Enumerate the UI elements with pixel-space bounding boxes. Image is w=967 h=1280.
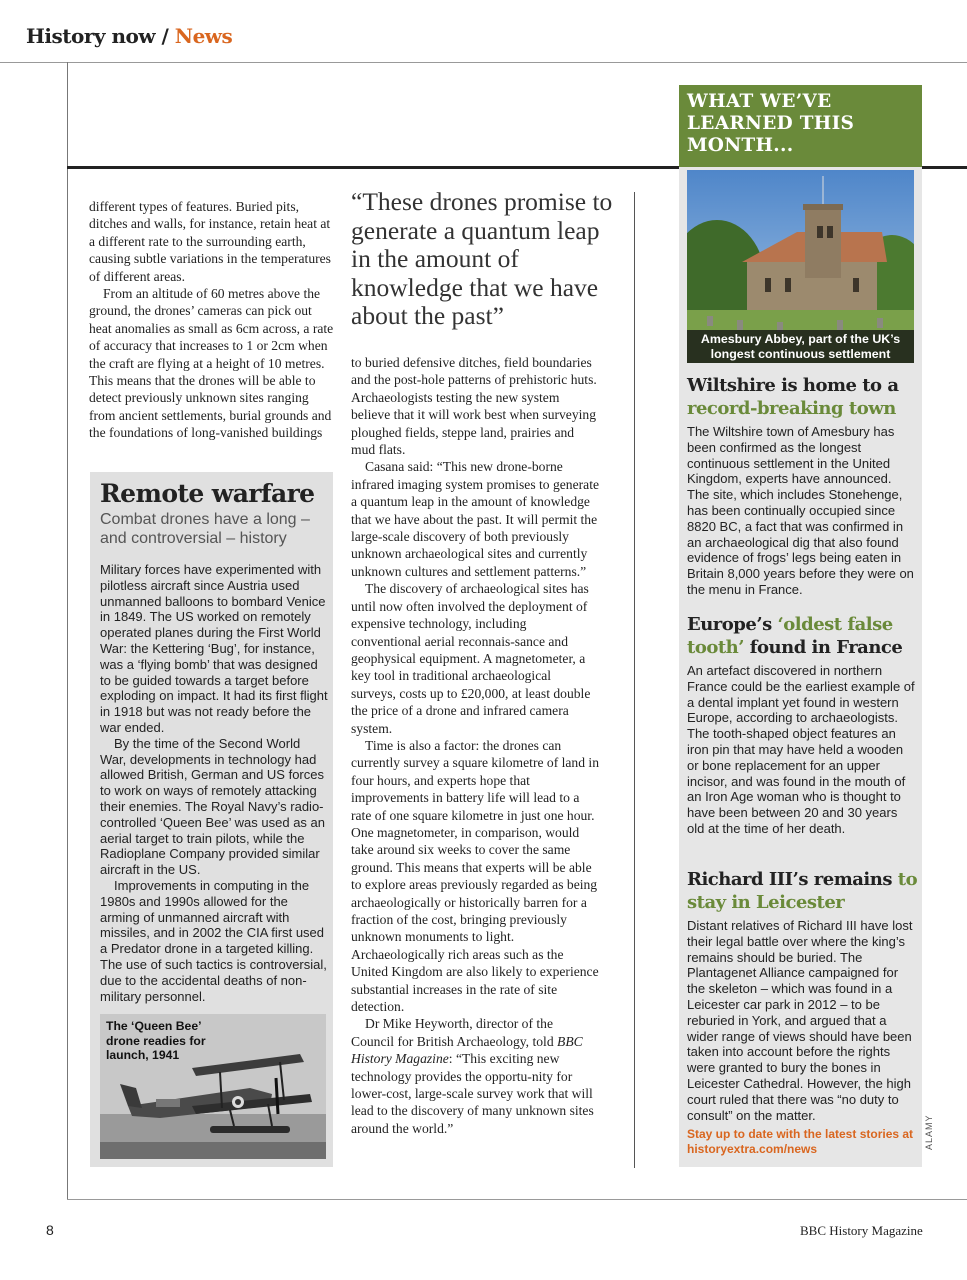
box-paragraph: By the time of the Second World War, developments in technology had allowed British, German and US forces to work on ways of remotely attacking their enemies. The Royal Navy’s radio-controlled ‘Queen Bee’ was used as an aerial target to train pilots, while the Radioplane Company provided similar aircraft in the US. — [100, 735, 325, 878]
story-3-headline — [687, 868, 919, 914]
story-3-body: Distant relatives of Richard III have lost their legal battle over where the king’s remains should be buried. The Plantagenet Alliance campaigned for the skeleton – which was found in a Leicester car park in 2012 – to be reburied in York, and argued that a wider range of views should have been taken into account before the rights were granted to bury the bones in Leicester Cathedral. However, the high court ruled that there was “no duty to consult” on the matter. — [687, 918, 913, 1123]
box-title: Remote warfare — [100, 479, 315, 508]
website-cta-link[interactable]: Stay up to date with the latest stories at historyextra.com/news — [687, 1127, 914, 1156]
story-2-body: An artefact discovered in northern France could be the earliest example of a dental implant yet found in western Europe, according to archaeologists. The tooth-shaped object features an iron pin that may have held a wooden or bone replacement for an upper incisor, and was found in the mouth of an Iron Age woman who is thought to have been between 20 and 30 years old at the time of her death. — [687, 663, 915, 836]
box-body — [100, 562, 328, 1004]
story-3-headline-a: Richard III’s remains — [687, 869, 898, 890]
box-subtitle: Combat drones have a long – and controversial – history — [100, 511, 310, 547]
box-paragraph: Improvements in computing in the 1980s and 1990s allowed for the arming of unmanned aircraft with missiles, and in 2002 the CIA first used a Predator drone in a targeted killing. The use of such tactics is controversial, due to the accidental deaths of non-military personnel. — [100, 877, 327, 1004]
col1-paragraph: different types of features. Buried pits, ditches and walls, for instance, retain heat at a different rate to the surrounding earth, causing subtle variations in the temperatures of different areas. — [89, 199, 331, 284]
col2-paragraph: Casana said: “This new drone-borne infrared imaging system promises to generate a quantum leap in the amount of knowledge that we have about the past. It will permit the large-scale discovery of both previously unknown archaeological sites and currently unknown cultures and settlement patterns.” — [351, 459, 600, 579]
pull-quote: “These drones promise to generate a quantum leap in the amount of knowledge that we have about the past” — [351, 187, 613, 331]
box-paragraph: Military forces have experimented with pilotless aircraft since Austria used unmanned balloons to bombard Venice in 1849. The US worked on remotely operated planes during the First World War: the Kettering ‘Bug’, for instance, was a ‘flying bomb’ that was designed to be guided towards a target before exploding on impact. It had its first flight in 1918 but was not ready before the war ended. — [100, 562, 328, 735]
abbey-caption: Amesbury Abbey, part of the UK’s longest continuous settlement — [687, 330, 914, 363]
story-2-headline — [687, 613, 919, 659]
col2-paragraph: to buried defensive ditches, field boundaries and the post-hole patterns of prehistoric huts. Archaeologists testing the new system believe that it will work best when surveying ploughed fields, steppe land, prairies and mud flats. — [351, 355, 597, 458]
col2-paragraph: The discovery of archaeological sites has until now often involved the deployment of expensive technology, including conventional aerial reconnais-sance and geophysical equipment. A magnetometer, a key tool in traditional archaeological surveys, costs up to £20,000, at least double the price of a drone and infrared camera system. — [351, 581, 591, 736]
article-column-2 — [351, 354, 599, 1137]
bottom-rule — [67, 1199, 967, 1200]
story-3-headline-b: to stay in Leicester — [687, 869, 918, 913]
story-2-headline-b: ‘oldest false tooth’ — [687, 614, 893, 658]
sidebar-heading: WHAT WE’VE LEARNED THIS MONTH... — [687, 91, 855, 156]
article-column-1 — [89, 198, 337, 442]
story-2-headline-a: Europe’s — [687, 614, 778, 635]
col2-paragraph — [351, 1015, 599, 1137]
section-label: History now — [26, 24, 156, 48]
left-rule — [67, 62, 68, 1200]
col2-paragraph: Time is also a factor: the drones can currently survey a square kilometre of land in four hours, and experts hope that improvements in battery life will lead to a rate of one square kilometre in just one hour. One magnetometer, in comparison, would take around six weeks to cover the same ground. This means that experts will be able to explore areas previously regarded as being archaeologically or historically barren for a fraction of the cost, bringing previously unknown monuments to light. Archaeologically rich areas such as the United Kingdom are also likely to experience substantial increases in the rate of site detection. — [351, 737, 599, 1015]
col2-p5-pre: Dr Mike Heyworth, director of the Council for British Archaeology, told — [351, 1016, 558, 1049]
story-1-headline — [687, 374, 919, 420]
story-1-body: The Wiltshire town of Amesbury has been confirmed as the longest continuous settlement in the United Kingdom, experts have announced. The site, which includes Stonehenge, has been continually occupied since 8820 BC, a fact that was confirmed in an archaeological dig that also found evidence of frogs’ legs being eaten in Britain 8,000 years before they were on the menu in France. — [687, 424, 914, 597]
section-header — [26, 24, 232, 48]
col1-paragraph: From an altitude of 60 metres above the ground, the drones’ cameras can pick out heat anomalies as small as 6cm across, a rate of accuracy that increases to 1 or 2cm when the craft are flying at a height of 10 metres. This means that the drones will be able to detect previously unknown sites ranging from ancient settlements, burial grounds and the foundations of long-vanished buildings — [89, 286, 334, 441]
story-1-headline-a: Wiltshire is home to a — [687, 375, 899, 396]
photo-credit: ALAMY — [924, 1114, 934, 1150]
queen-bee-caption: The ‘Queen Bee’ drone readies for launch, 1941 — [106, 1019, 206, 1062]
section-separator: / — [155, 24, 175, 48]
story-2-headline-c: found in France — [744, 637, 903, 658]
story-1-headline-b: record-breaking town — [687, 398, 896, 419]
page-number: 8 — [46, 1222, 54, 1238]
column-divider — [634, 192, 635, 1168]
subsection-label: News — [174, 24, 233, 48]
magazine-title-italic: BBC History Magazine — [351, 1033, 583, 1067]
top-rule — [0, 62, 967, 63]
magazine-name: BBC History Magazine — [800, 1223, 923, 1238]
col2-p5-post: : “This exciting new technology provides the opportu-nity for lower-cost, large-scale survey work that will lead to the discovery of many unknown sites around the world.” — [351, 1051, 594, 1136]
